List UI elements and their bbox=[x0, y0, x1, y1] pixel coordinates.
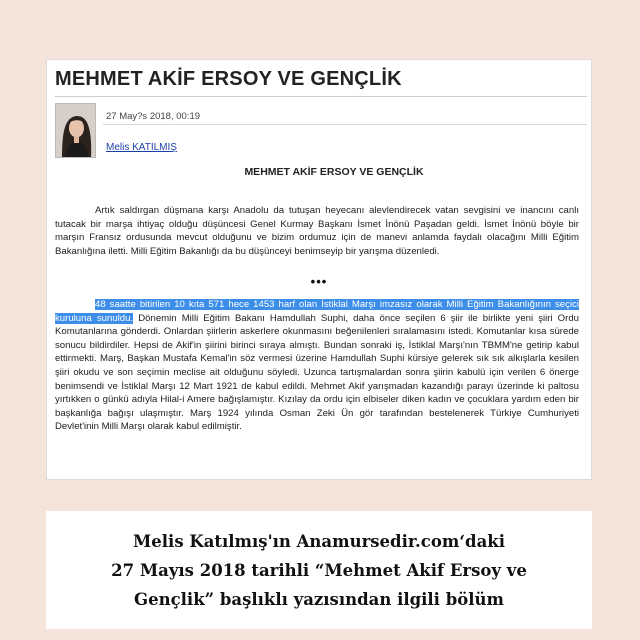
caption-box bbox=[46, 511, 592, 629]
caption-line-3: Gençlik” başlıklı yazısından ilgili bölüm bbox=[134, 589, 504, 609]
caption-line-1: Melis Katılmış'ın Anamursedir.com‘daki bbox=[133, 531, 505, 551]
article-screenshot bbox=[46, 59, 592, 480]
date-divider bbox=[103, 124, 587, 125]
paragraph-2-rest: Dönemin Milli Eğitim Bakanı Hamdullah Suphi, daha önce seçilen 6 şiir ile birlikte yeni şiiri Ordu Komutanlarına gönderdi. Onlardan şiirlerin askerlere okunmasını beğenilenleri sıralamasını istedi. Komutanlar kısa sürede sonucu bildirdiler. Hepsi de Akif'in şiirini birinci sıraya almıştı. Bundan sonraki iş, İstiklal Marşı'nın TBMM'ne getirip kabul ettirmekti. Marş, Başkan Mustafa Kemal'in söz vermesi üzerine Hamdullah Suphi kürsiye gelerek sık sık alkışlarla kesilen şiiri okudu ve son seçimin meclise ait olduğunu söyledi. Uzunca tartışmalardan sonra şiirin kabulü için verilen 6 önerge benimsendi ve İstiklal Marşı 12 Mart 1921 de kabul edildi. Mehmet Akif yarışmadan kazandığı parayı üzerinde ki paltosu yırtıkken o günkü adıyla Hilal-i Amere bağışlamıştır. Kızılay da ordu için elbiseler diken kadın ve çocuklara yardım eden bir başkanlığa bağışı ulaşmıştır. Marş 1924 yılında Osman Zeki Ün gör tarafından bestelenerek Türkiye Cumhuriyeti Devlet'inin Milli Marşı olarak kabul edilmiştir. bbox=[55, 312, 579, 433]
article-paragraph-2 bbox=[55, 298, 579, 434]
author-photo-icon bbox=[56, 104, 96, 158]
caption-line-2: 27 Mayıs 2018 tarihli “Mehmet Akif Ersoy ve bbox=[111, 560, 527, 580]
selected-text-highlight[interactable]: 48 saatte bitirilen 10 kıta 571 hece 1453 harf olan İstiklal Marşı imzasız olarak Milli Eğitim Bakanlığının seçici kuruluna sunuldu. bbox=[55, 299, 579, 324]
author-link[interactable]: Melis KATILMIŞ bbox=[106, 142, 177, 153]
section-separator: ••• bbox=[310, 274, 328, 289]
author-avatar[interactable] bbox=[55, 103, 96, 158]
post-date: 27 May?s 2018, 00:19 bbox=[106, 111, 201, 122]
title-divider bbox=[55, 96, 587, 97]
article-paragraph-1: Artık saldırgan düşmana karşı Anadolu da tutuşan heyecanı alevlendirecek vatan sevgisini ve inancını canlı tutacak bir marşa ihtiyaç olduğu düşüncesi Genel Kurmay Başkanı İsmet İnönü Paşadan geldi. İsmet İnönü böyle bir marşın Fransız ordusunda mevcut olduğunu ve bizim ordumuz için de manevi anlamda faydalı olacağını Milli Eğitim Bakanlığına iletti. Milli Eğitim Bakanlığı da bu düşünceyi benimseyip bir yarışma düzenledi. bbox=[55, 205, 579, 257]
page-title: MEHMET AKİF ERSOY VE GENÇLİK bbox=[55, 68, 402, 90]
article-heading: MEHMET AKİF ERSOY VE GENÇLİK bbox=[244, 166, 424, 178]
